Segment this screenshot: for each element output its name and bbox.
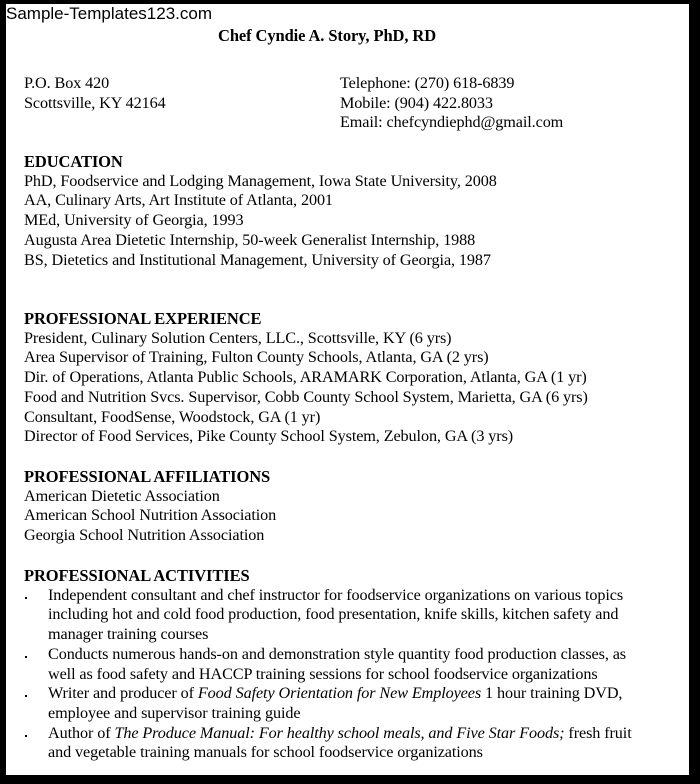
activity-line [48,684,684,704]
contact-phone-email [340,74,563,133]
activity-text: Writer and producer of [48,684,198,703]
book-title: The Produce Manual: For healthy school meals, and Five Star Foods; [114,723,565,742]
education-item: BS, Dietetics and Institutional Management, University of Georgia, 1987 [24,250,491,269]
education-item: MEd, University of Georgia, 1993 [24,211,244,230]
affiliations-section [24,467,684,546]
education-heading: EDUCATION [24,152,123,171]
telephone: Telephone: (270) 618-6839 [340,74,515,92]
activity-item [24,586,684,645]
contact-address [24,74,166,113]
mobile: Mobile: (904) 422.8033 [340,93,493,112]
activity-line: Conducts numerous hands-on and demonstration style quantity food production classes, as [48,644,627,663]
activities-list [24,586,684,763]
experience-item: Director of Food Services, Pike County School System, Zebulon, GA (3 yrs) [24,427,514,446]
dvd-title: Food Safety Orientation for New Employees [197,684,482,703]
address-line-1: P.O. Box 420 [24,74,110,92]
activity-line: manager training courses [48,625,209,644]
activity-line: well as food safety and HACCP training sessions for school foodservice organizations [48,664,598,683]
activity-text: fresh fruit [564,723,632,742]
experience-section [24,309,684,447]
education-item: Augusta Area Dietetic Internship, 50-week Generalist Internship, 1988 [24,230,476,249]
education-section [24,152,684,270]
experience-heading: PROFESSIONAL EXPERIENCE [24,309,262,328]
watermark: Sample-Templates123.com [6,4,212,23]
activities-heading: PROFESSIONAL ACTIVITIES [24,566,250,585]
experience-item: Food and Nutrition Svcs. Supervisor, Cobb County School System, Marietta, GA (6 yrs) [24,387,588,406]
experience-item: Dir. of Operations, Atlanta Public Schools, ARAMARK Corporation, Atlanta, GA (1 yr) [24,368,587,387]
activities-section [24,566,684,763]
education-item: AA, Culinary Arts, Art Institute of Atlanta, 2001 [24,191,333,210]
address-line-2: Scottsville, KY 42164 [24,93,166,112]
affiliation-item: American Dietetic Association [24,486,220,505]
activity-line: including hot and cold food production, food presentation, knife skills, kitchen safety and [48,605,619,624]
activity-line: Independent consultant and chef instructor for foodservice organizations on various topics [48,585,624,604]
activity-text: Author of [48,723,115,742]
affiliation-item: American School Nutrition Association [24,506,277,525]
activity-text: 1 hour training DVD, [481,684,623,703]
activity-line [48,724,684,744]
experience-item: President, Culinary Solution Centers, LLC., Scottsville, KY (6 yrs) [24,328,452,347]
activity-item [24,724,684,763]
experience-item: Consultant, FoodSense, Woodstock, GA (1 yr) [24,407,321,426]
resume-name: Chef Cyndie A. Story, PhD, RD [218,26,437,45]
affiliations-heading: PROFESSIONAL AFFILIATIONS [24,467,271,486]
education-item: PhD, Foodservice and Lodging Management, Iowa State University, 2008 [24,171,497,190]
activity-line: and vegetable training manuals for school foodservice organizations [48,743,483,762]
email: Email: chefcyndiephd@gmail.com [340,113,564,132]
resume-page [6,4,689,775]
experience-item: Area Supervisor of Training, Fulton County Schools, Atlanta, GA (2 yrs) [24,348,489,367]
activity-line: employee and supervisor training guide [48,703,301,722]
activity-item [24,684,684,723]
activity-item [24,645,684,684]
affiliation-item: Georgia School Nutrition Association [24,526,265,545]
